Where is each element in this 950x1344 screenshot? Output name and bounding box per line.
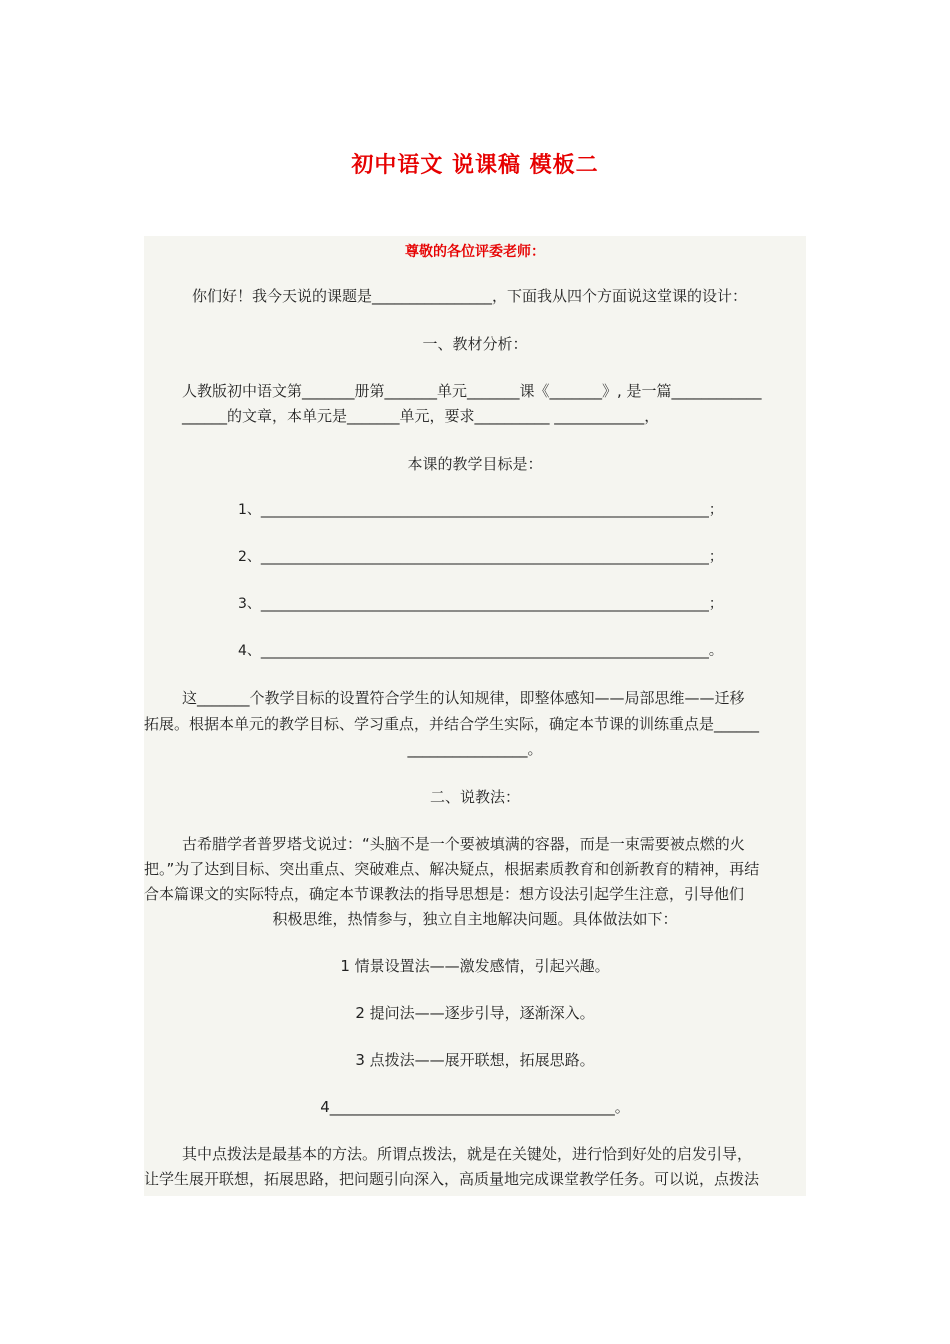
document-title: 初中语文 说课稿 模板二 <box>351 153 599 178</box>
methods-text-line-3: 合本篇课文的实际特点，确定本节课教法的指导思想是：想方设法引起学生注意，引导他们 <box>144 885 745 903</box>
content-panel <box>144 236 806 1196</box>
method-item-2: 2 提问法——逐步引导，逐渐深入。 <box>355 1004 595 1022</box>
goal-item-3: 3、________________________________________________________________； <box>238 596 723 612</box>
method-item-4: 4______________________________________。 <box>320 1098 630 1116</box>
goals-summary-line-2: 拓展。根据本单元的教学目标、学习重点，并结合学生实际，确定本节课的训练重点是______ <box>144 715 760 733</box>
method-item-3: 3 点拨法——展开联想，拓展思路。 <box>355 1051 595 1069</box>
goal-item-2: 2、________________________________________________________________； <box>238 549 723 565</box>
goals-summary-line-3: ________________。 <box>407 740 543 758</box>
methods-text-line-4: 积极思维，热情参与，独立自主地解决问题。具体做法如下： <box>272 910 678 928</box>
section-heading-methods: 二、说教法： <box>429 788 520 806</box>
material-text-line-1: 人教版初中语文第_______册第_______单元_______课《_______》, 是一篇____________ <box>182 382 762 400</box>
material-text-line-2: ______的文章，本单元是_______单元，要求__________ ____________， <box>182 407 660 425</box>
methods-text-line-2: 把。”为了达到目标、突出重点、突破难点、解决疑点，根据素质教育和创新教育的精神，再结 <box>144 860 760 878</box>
methods-text-line-1: 古希腊学者普罗塔戈说过：“头脑不是一个要被填满的容器，而是一束需要被点燃的火 <box>182 835 745 853</box>
pointing-method-line-1: 其中点拨法是最基本的方法。所谓点拨法，就是在关键处，进行恰到好处的启发引导， <box>182 1145 753 1163</box>
method-item-1: 1 情景设置法——激发感情，引起兴趣。 <box>340 957 610 975</box>
section-heading-material: 一、教材分析： <box>422 335 528 353</box>
intro-paragraph: 你们好！我今天说的课题是________________，下面我从四个方面说这堂课的设计： <box>192 287 748 305</box>
goal-item-4: 4、________________________________________________________________。 <box>238 643 723 659</box>
goals-summary-line-1: 这_______个教学目标的设置符合学生的认知规律，即整体感知——局部思维——迁移 <box>182 689 745 707</box>
greeting: 尊敬的各位评委老师： <box>405 244 545 260</box>
goals-heading: 本课的教学目标是： <box>407 455 543 473</box>
pointing-method-line-2: 让学生展开联想，拓展思路，把问题引向深入，高质量地完成课堂教学任务。可以说，点拨法 <box>144 1170 760 1188</box>
goal-item-1: 1、________________________________________________________________； <box>238 502 723 518</box>
